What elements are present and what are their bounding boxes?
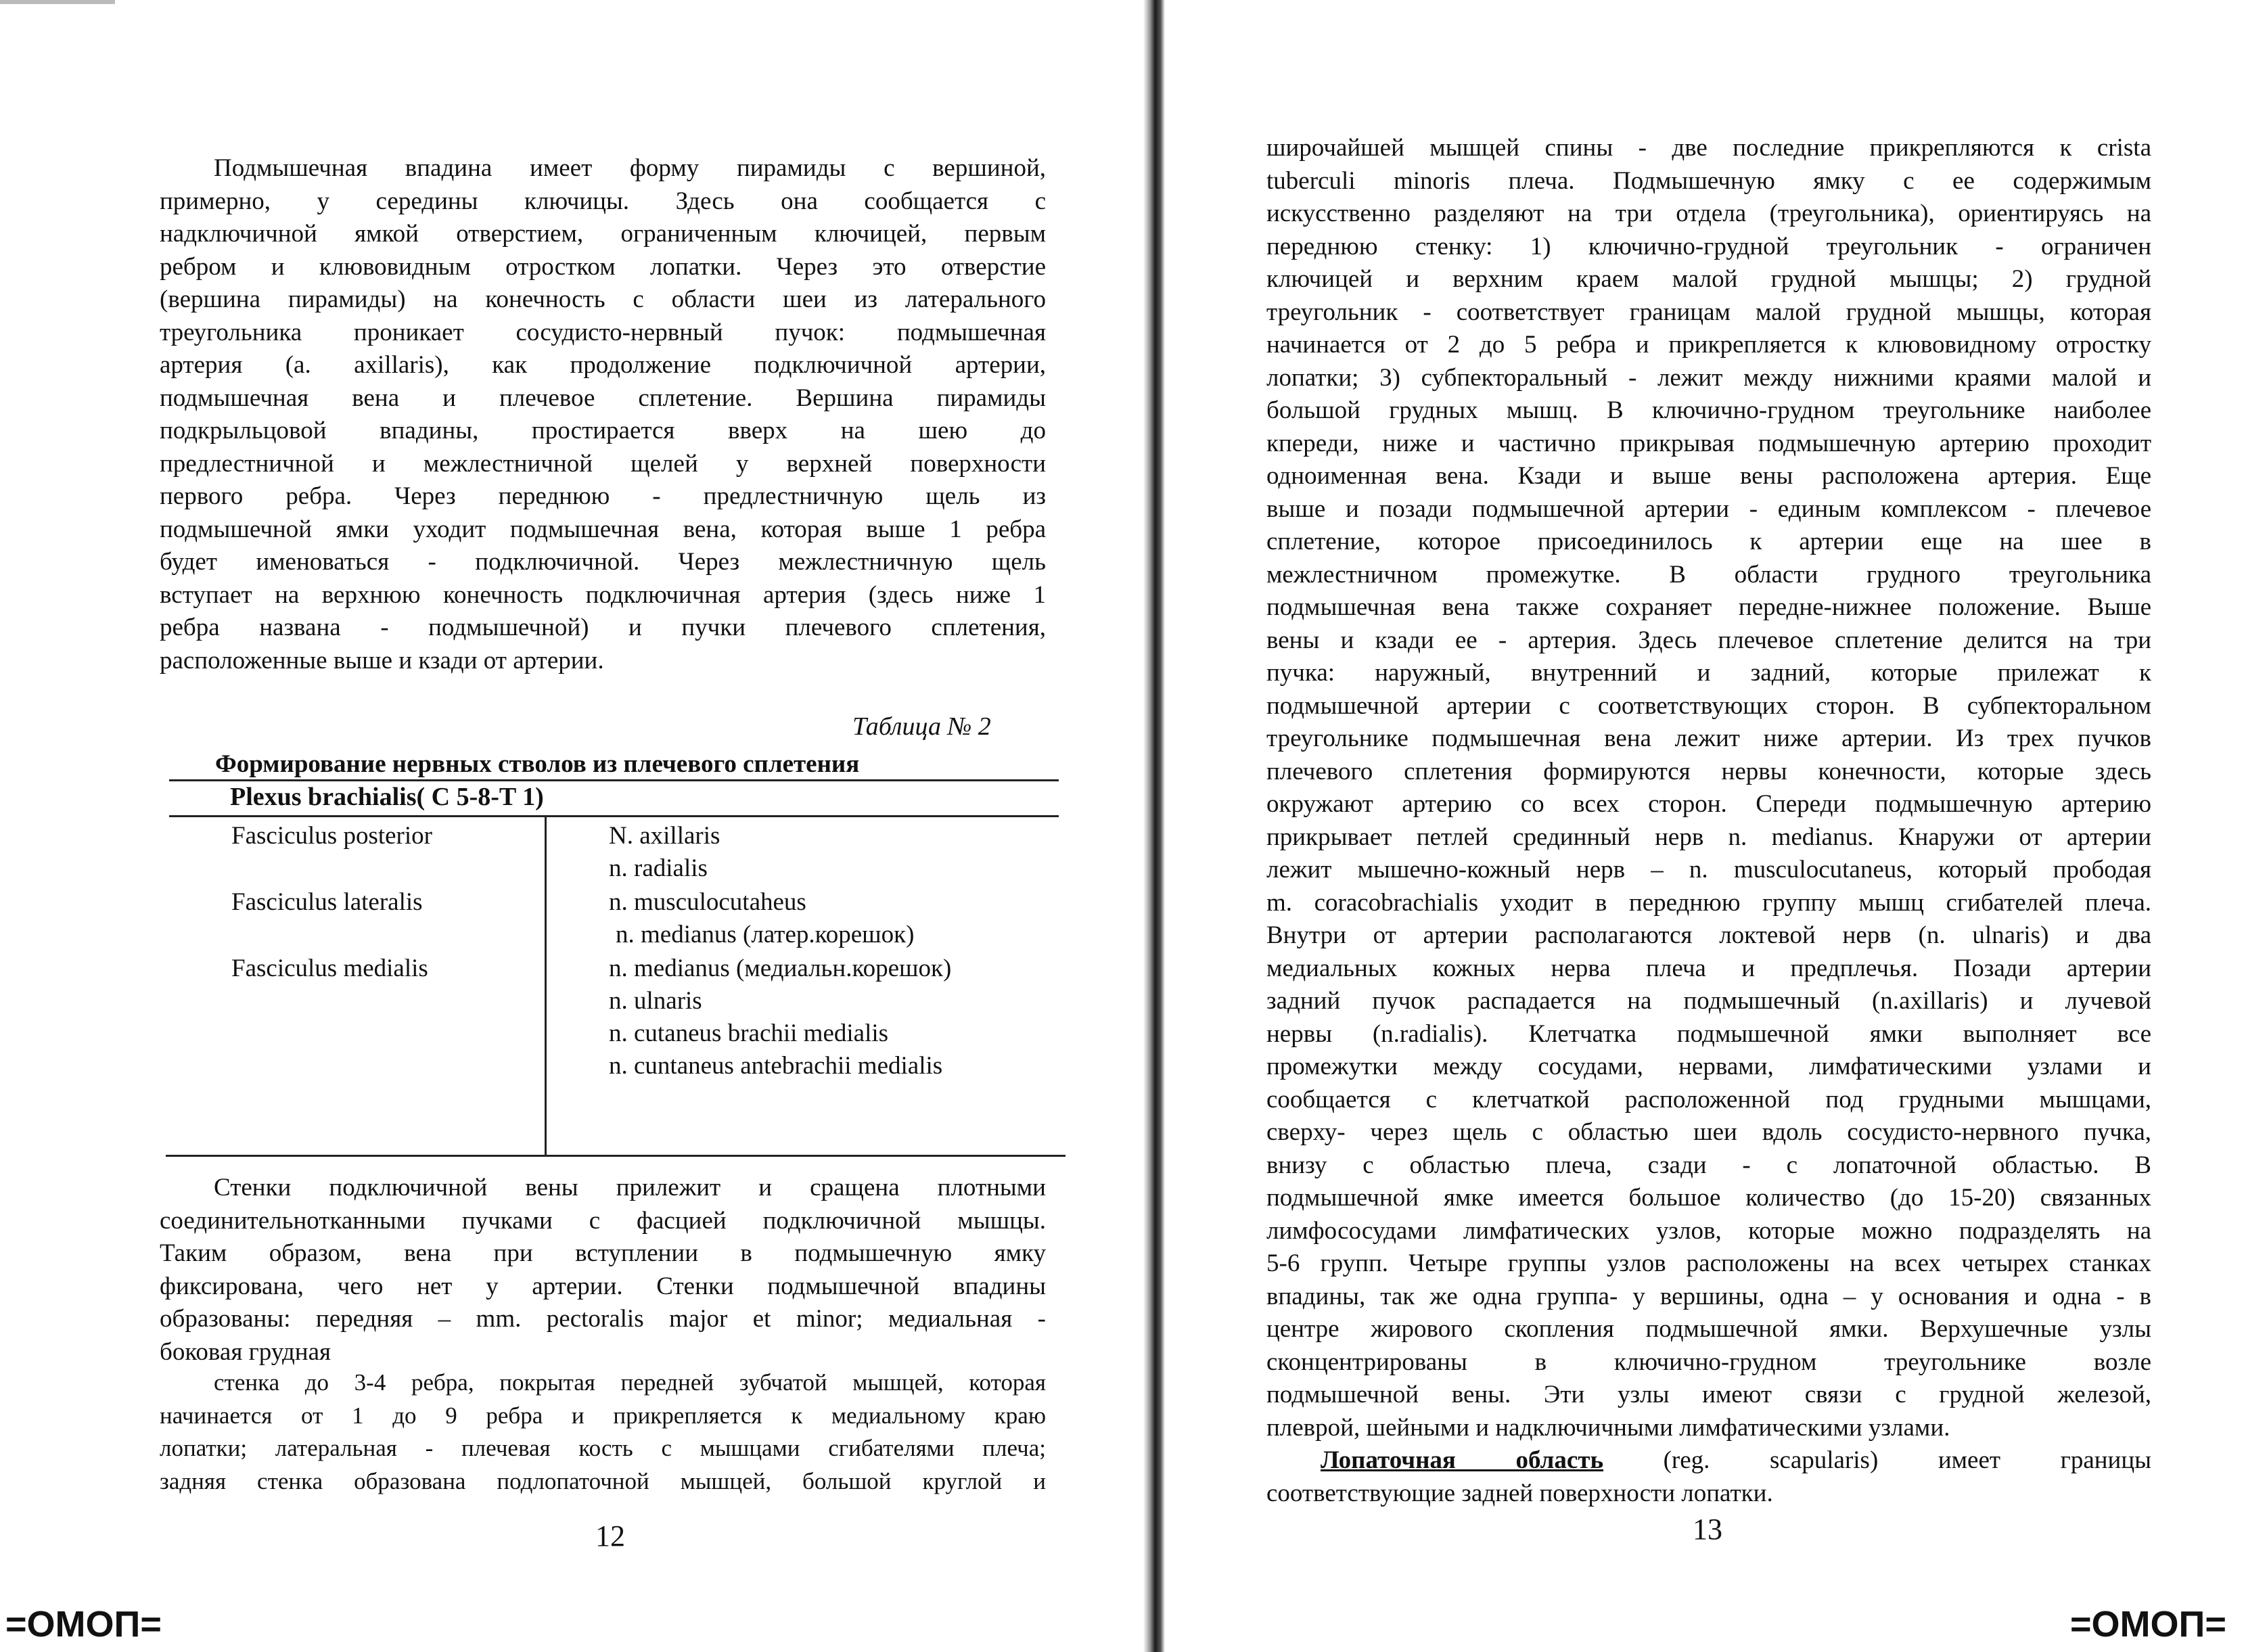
text-line: m. coracobrachialis уходит в переднюю группу мышц сгибателей плеча.: [1266, 888, 2151, 917]
text-line: соединительнотканными пучками с фасцией подключичной мышцы.: [160, 1206, 1046, 1235]
text-line: подмышечной артерии с соответствующих сторон. В субпекторальном: [1266, 691, 2151, 720]
paragraph-walls: [160, 1367, 1046, 1498]
text-line: окружают артерию со всех сторон. Спереди подмышечную артерию: [1266, 790, 2151, 818]
table-label: Таблица № 2: [852, 712, 991, 741]
text-line: кпереди, ниже и частично прикрывая подмышечную артерию проходит: [1266, 429, 2151, 457]
text-line: подмышечная вена и плечевое сплетение. Вершина пирамиды: [160, 384, 1046, 412]
text-line: начинается от 1 до 9 ребра и прикрепляется к медиальному краю: [160, 1402, 1046, 1429]
text-line: образованы: передняя – mm. pectoralis major et minor; медиальная -: [160, 1305, 1046, 1333]
text-line: подмышечной ямки уходит подмышечная вена, которая выше 1 ребра: [160, 515, 1046, 543]
table-cell-fasciculus: Fasciculus medialis: [231, 955, 428, 982]
text-line: впадины, так же одна группа- у вершины, одна – у основания и одна - в: [1266, 1282, 2151, 1310]
text-line: примерно, у середины ключицы. Здесь она сообщается с: [160, 187, 1046, 215]
text-line: задний пучок распадается на подмышечный (n.axillaris) и лучевой: [1266, 987, 2151, 1015]
table-column-divider: [545, 815, 547, 1157]
text-line: подмышечная вена также сохраняет передне-нижнее положение. Выше: [1266, 593, 2151, 621]
text-line: задняя стенка образована подлопаточной мышцей, большой круглой и: [160, 1467, 1046, 1494]
text-line: центре жирового скопления подмышечной ямки. Верхушечные узлы: [1266, 1315, 2151, 1343]
text-line: предлестничной и межлестничной щелей у верхней поверхности: [160, 449, 1046, 478]
text-line: артерия (a. axillaris), как продолжение подключичной артерии,: [160, 351, 1046, 379]
scapular-region-term: Лопаточная область: [1321, 1446, 1604, 1474]
text-line: межлестничном промежутке. В области грудного треугольника: [1266, 560, 2151, 589]
text-line: треугольнике подмышечная вена лежит ниже артерии. Из трех пучков: [1266, 725, 2151, 752]
text-line: плечевого сплетения формируются нервы конечности, которые здесь: [1266, 757, 2151, 785]
text-line: искусственно разделяют на три отдела (треугольника), ориентируясь на: [1266, 200, 2151, 227]
right-page: [1165, 0, 2267, 1652]
text-line: будет именоваться - подключичной. Через межлестничную щель: [160, 548, 1046, 576]
text-line: большой грудных мышц. В ключично-грудном треугольнике наиболее: [1266, 396, 2151, 424]
text-line: Подмышечная впадина имеет форму пирамиды с вершиной,: [214, 154, 1046, 182]
text-line: подмышечной ямке имеется большое количество (до 15-20) связанных: [1266, 1184, 2151, 1212]
table-header-plexus: Plexus brachialis( C 5-8-T 1): [230, 783, 544, 811]
text-line: начинается от 2 до 5 ребра и прикрепляется к клювовидному отростку: [1266, 331, 2151, 359]
text-line: ребром и клювовидным отростком лопатки. Через это отверстие: [160, 252, 1046, 281]
paragraph-axillary-fossa: [160, 152, 1046, 677]
text-line: ребра названа - подмышечной) и пучки плечевого сплетения,: [160, 614, 1046, 641]
text-line: вены и кзади ее - артерия. Здесь плечевое сплетение делится на три: [1266, 626, 2151, 654]
table-cell-nerve: n. radialis: [609, 854, 708, 882]
text-line: лопатки; 3) субпекторальный - лежит между нижними краями малой и: [1266, 363, 2151, 392]
text-line: соответствующие задней поверхности лопатки.: [1266, 1479, 1773, 1507]
text-line: надключичной ямкой отверстием, ограниченным ключицей, первым: [160, 220, 1046, 248]
text-line: треугольника проникает сосудисто-нервный пучок: подмышечная: [160, 318, 1046, 346]
table-cell-fasciculus: Fasciculus posterior: [231, 822, 432, 850]
text-line: ключицей и верхним краем малой грудной мышцы; 2) грудной: [1266, 265, 2151, 293]
text-line: фиксирована, чего нет у артерии. Стенки подмышечной впадины: [160, 1272, 1046, 1300]
text-line: медиальных кожных нерва плеча и предплечья. Позади артерии: [1266, 954, 2151, 982]
text-line: прикрывает петлей срединный нерв n. medianus. Кнаружи от артерии: [1266, 823, 2151, 851]
table-title: Формирование нервных стволов из плечевого сплетения: [215, 750, 860, 778]
watermark: =ОМОП=: [2070, 1604, 2226, 1645]
text-line: широчайшей мышцей спины - две последние прикрепляются к crista: [1266, 134, 2151, 162]
paragraph-axillary-contents: [1266, 132, 2151, 1510]
table-cell-nerve: N. axillaris: [609, 822, 720, 850]
scapular-region-line: [1266, 1444, 2151, 1477]
text-line: 5-6 групп. Четыре группы узлов расположены на всех четырех станках: [1266, 1249, 2151, 1277]
text-line: лежит мышечно-кожный нерв – n. musculocutaneus, который прободая: [1266, 856, 2151, 884]
table-cell-nerve: n. medianus (латер.корешок): [616, 921, 915, 948]
text-line: Стенки подключичной вены прилежит и сращена плотными: [214, 1174, 1046, 1201]
book-spine: [1143, 0, 1165, 1652]
table-header-rule: [169, 815, 1059, 817]
text-line: расположенные выше и кзади от артерии.: [160, 646, 604, 674]
text-line: лимфососудами лимфатических узлов, которые можно подразделять на: [1266, 1216, 2151, 1245]
text-line: подкрыльцовой впадины, простирается вверх на шею до: [160, 417, 1046, 444]
text-line: промежутки между сосудами, нервами, лимфатическими узлами и: [1266, 1053, 2151, 1080]
text-line: стенка до 3-4 ребра, покрытая передней зубчатой мышцей, которая: [214, 1369, 1046, 1396]
text-line: tuberculi minoris плеча. Подмышечную ямку с ее содержимым: [1266, 166, 2151, 195]
text-line: выше и позади подмышечной артерии - единым комплексом - плечевое: [1266, 495, 2151, 523]
page-number: 13: [1693, 1513, 1722, 1546]
table-cell-nerve: n. cutaneus brachii medialis: [609, 1019, 889, 1047]
table-cell-nerve: n. medianus (медиальн.корешок): [609, 955, 952, 982]
text-line: переднюю стенку: 1) ключично-грудной треугольник - ограничен: [1266, 232, 2151, 260]
scapular-region-rest: (reg. scapularis) имеет границы: [1663, 1446, 2152, 1474]
table-cell-nerve: n. musculocutaheus: [609, 888, 806, 916]
text-line: сплетение, которое присоединилось к артерии еще на шее в: [1266, 528, 2151, 555]
text-line: боковая грудная: [160, 1337, 331, 1366]
text-line: Таким образом, вена при вступлении в подмышечную ямку: [160, 1239, 1046, 1267]
watermark: =ОМОП=: [5, 1604, 162, 1645]
table-cell-nerve: n. cuntaneus antebrachii medialis: [609, 1052, 943, 1080]
table-cell-fasciculus: Fasciculus lateralis: [231, 888, 423, 916]
text-line: сообщается с клетчаткой расположенной под грудными мышцами,: [1266, 1085, 2151, 1114]
text-line: Внутри от артерии располагаются локтевой нерв (n. ulnaris) и два: [1266, 921, 2151, 949]
text-line: плеврой, шейными и надключичными лимфатическими узлами.: [1266, 1413, 1950, 1442]
text-line: вступает на верхнюю конечность подключичная артерия (здесь ниже 1: [160, 580, 1046, 609]
text-line: внизу с областью плеча, сзади - с лопаточной областью. В: [1266, 1151, 2151, 1179]
text-line: сконцентрированы в ключично-грудном треугольнике возле: [1266, 1348, 2151, 1376]
text-line: нервы (n.radialis). Клетчатка подмышечной ямки выполняет все: [1266, 1019, 2151, 1048]
text-line: первого ребра. Через переднюю - предлестничную щель из: [160, 482, 1046, 510]
text-line: одноименная вена. Кзади и выше вены расположена артерия. Еще: [1266, 462, 2151, 490]
text-line: (вершина пирамиды) на конечность с области шеи из латерального: [160, 285, 1046, 313]
page-number: 12: [595, 1519, 625, 1553]
table-cell-nerve: n. ulnaris: [609, 987, 702, 1015]
text-line: подмышечной вены. Эти узлы имеют связи с грудной железой,: [1266, 1381, 2151, 1408]
table-top-rule: [169, 779, 1059, 781]
text-line: пучка: наружный, внутренний и задний, которые прилежат к: [1266, 659, 2151, 687]
paragraph-subclavian-vein: [160, 1172, 1046, 1369]
text-line: треугольник - соответствует границам малой грудной мышцы, которая: [1266, 298, 2151, 326]
text-line: сверху- через щель с областью шеи вдоль сосудисто-нервного пучка,: [1266, 1118, 2151, 1146]
text-line: лопатки; латеральная - плечевая кость с мышцами сгибателями плеча;: [160, 1435, 1046, 1461]
table-bottom-rule: [166, 1155, 1066, 1157]
